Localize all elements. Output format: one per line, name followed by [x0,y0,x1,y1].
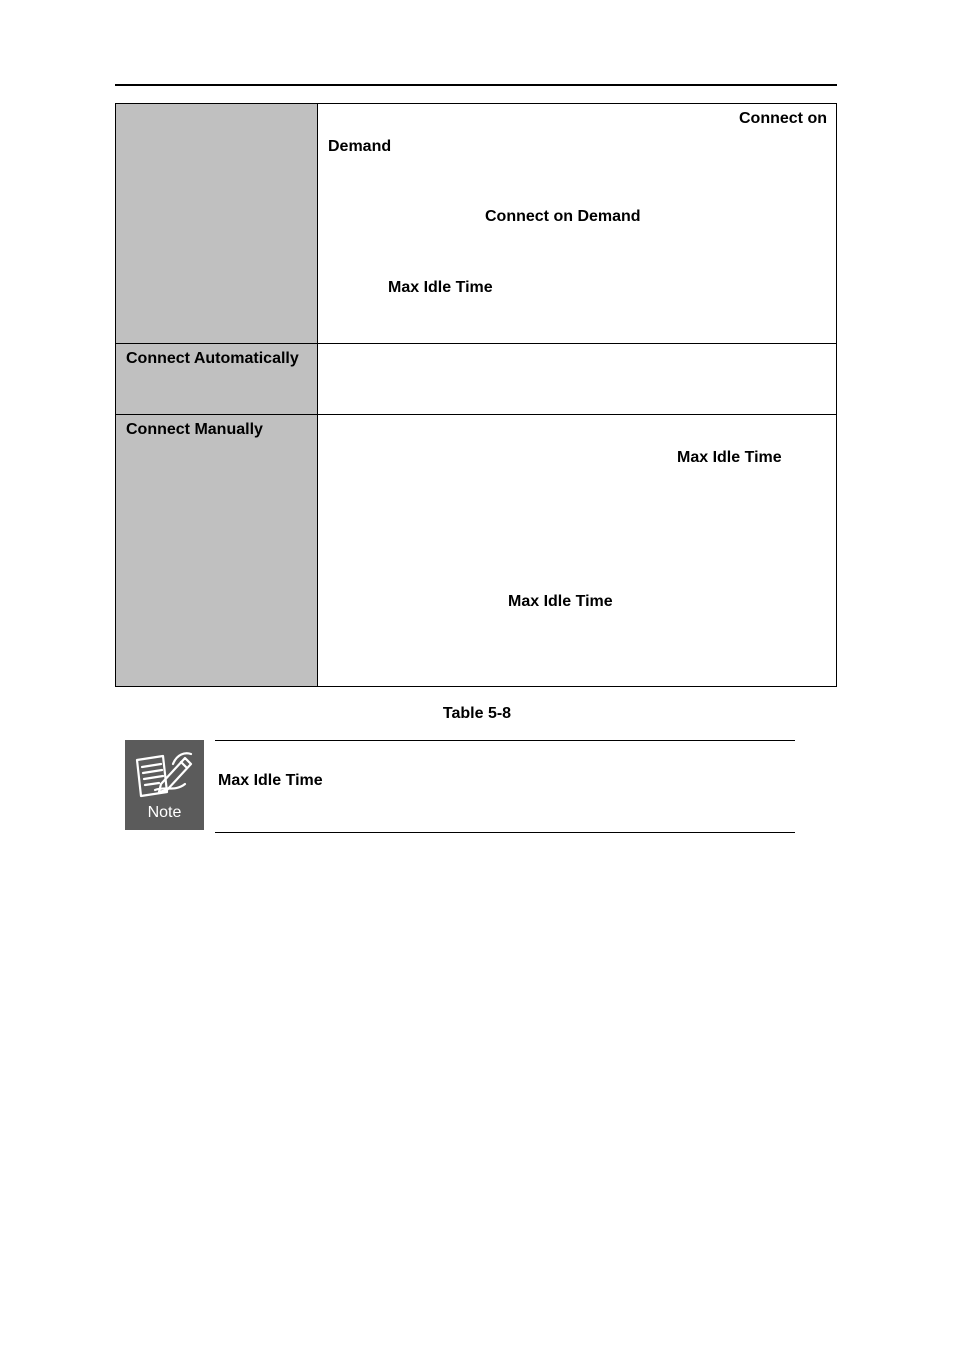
table-row [116,104,837,344]
table-row [116,415,837,687]
row-label: Connect Automatically [126,350,299,367]
row-label: Connect Manually [126,421,263,438]
bold-term: Connect on [739,110,827,127]
bold-term: Demand [328,138,392,155]
table-row [116,344,837,415]
bold-term: Max Idle Time [508,593,613,610]
note-top-rule [215,740,795,741]
header-rule [115,84,837,86]
bold-term: Max Idle Time [677,449,782,466]
bold-term: Max Idle Time [388,279,493,296]
row-label-cell [116,344,318,415]
row-description-cell [318,344,837,415]
row-description-cell [318,415,837,687]
note-icon-label: Note [147,804,182,821]
table-caption: Table 5-8 [442,705,512,722]
note-bottom-rule [215,832,795,833]
row-label [116,104,317,111]
parameter-table [115,103,837,687]
bold-term: Connect on Demand [485,208,641,225]
note-text: Max Idle Time [218,772,323,789]
note-icon [125,740,204,830]
row-label-cell [116,415,318,687]
row-description-cell [318,104,837,344]
row-label-cell [116,104,318,344]
